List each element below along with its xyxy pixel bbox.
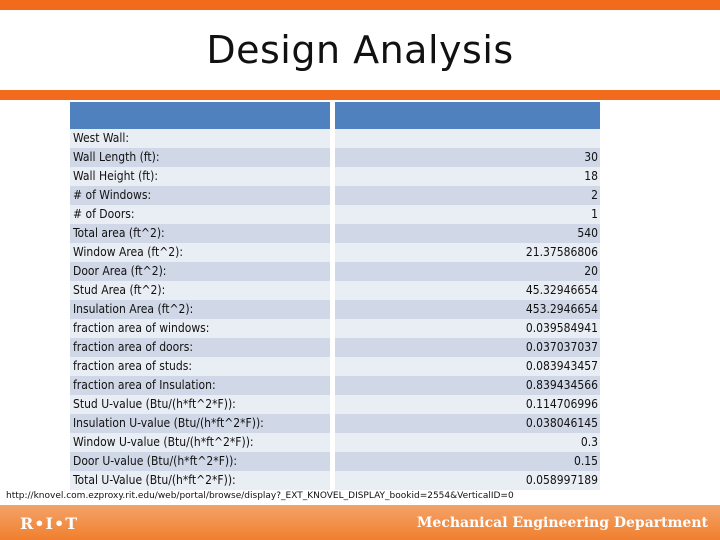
row-value: 21.37586806 (335, 243, 600, 262)
row-value: 2 (335, 186, 600, 205)
row-value: 0.058997189 (335, 471, 600, 490)
rit-logo: R•I•T (20, 514, 79, 533)
row-label: Window Area (ft^2): (70, 243, 330, 262)
table-row (70, 357, 600, 376)
table-row (70, 224, 600, 243)
design-analysis-table (70, 102, 600, 490)
row-label: Wall Height (ft): (70, 167, 330, 186)
row-label: Stud Area (ft^2): (70, 281, 330, 300)
table-header-label-cell (70, 102, 330, 129)
row-label: # of Windows: (70, 186, 330, 205)
row-value: 0.037037037 (335, 338, 600, 357)
row-value: 0.3 (335, 433, 600, 452)
row-label: # of Doors: (70, 205, 330, 224)
source-url: http://knovel.com.ezproxy.rit.edu/web/portal/browse/display?_EXT_KNOVEL_DISPLAY_bookid=2554&VerticalID=0 (6, 491, 514, 501)
table-row (70, 281, 600, 300)
row-label: Door U-value (Btu/(h*ft^2*F)): (70, 452, 330, 471)
table-row (70, 433, 600, 452)
table-row (70, 471, 600, 490)
row-label: Total U-Value (Btu/(h*ft^2*F)): (70, 471, 330, 490)
table-row (70, 167, 600, 186)
row-label: Insulation Area (ft^2): (70, 300, 330, 319)
table-row (70, 148, 600, 167)
row-value: 1 (335, 205, 600, 224)
table-row (70, 376, 600, 395)
table-row (70, 338, 600, 357)
row-label: Window U-value (Btu/(h*ft^2*F)): (70, 433, 330, 452)
row-value: 18 (335, 167, 600, 186)
row-label: Insulation U-value (Btu/(h*ft^2*F)): (70, 414, 330, 433)
row-value (335, 129, 600, 148)
row-label: fraction area of doors: (70, 338, 330, 357)
row-value: 0.039584941 (335, 319, 600, 338)
row-value: 0.114706996 (335, 395, 600, 414)
table-row (70, 129, 600, 148)
row-label: fraction area of studs: (70, 357, 330, 376)
table-row (70, 205, 600, 224)
row-value: 0.083943457 (335, 357, 600, 376)
row-label: fraction area of Insulation: (70, 376, 330, 395)
row-value: 0.839434566 (335, 376, 600, 395)
row-label: Total area (ft^2): (70, 224, 330, 243)
row-value: 0.038046145 (335, 414, 600, 433)
top-accent-bar (0, 0, 720, 10)
table-body (70, 129, 600, 490)
table-row (70, 395, 600, 414)
row-label: Door Area (ft^2): (70, 262, 330, 281)
row-value: 453.2946654 (335, 300, 600, 319)
table-row (70, 243, 600, 262)
row-label: Wall Length (ft): (70, 148, 330, 167)
table-row (70, 186, 600, 205)
title-divider (0, 90, 720, 100)
table-header-value-cell (335, 102, 600, 129)
department-name: Mechanical Engineering Department (416, 515, 708, 531)
slide-title: Design Analysis (206, 28, 514, 72)
row-label: West Wall: (70, 129, 330, 148)
row-value: 540 (335, 224, 600, 243)
row-label: fraction area of windows: (70, 319, 330, 338)
row-value: 30 (335, 148, 600, 167)
table-row (70, 452, 600, 471)
row-value: 20 (335, 262, 600, 281)
row-value: 45.32946654 (335, 281, 600, 300)
table-row (70, 414, 600, 433)
table-row (70, 319, 600, 338)
row-value: 0.15 (335, 452, 600, 471)
row-label: Stud U-value (Btu/(h*ft^2*F)): (70, 395, 330, 414)
table-header (70, 102, 600, 129)
table-row (70, 300, 600, 319)
table-row (70, 262, 600, 281)
